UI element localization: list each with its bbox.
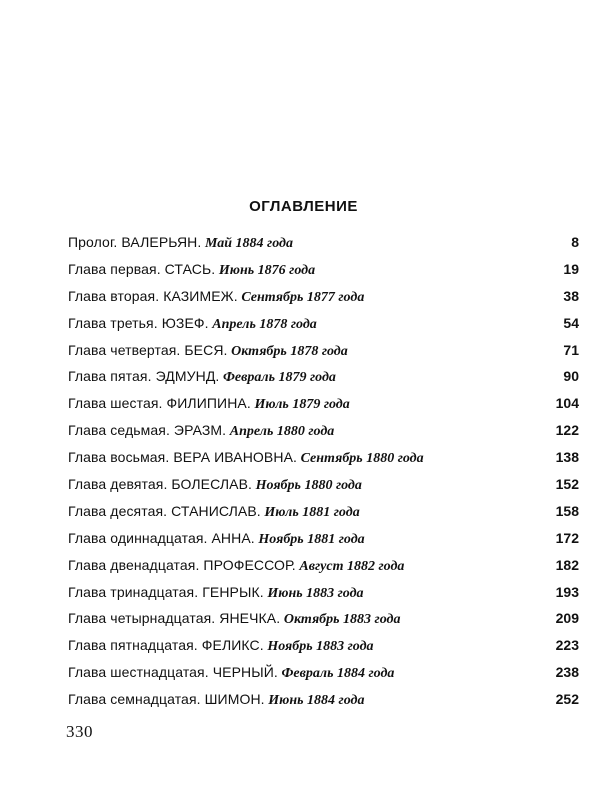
toc-date: Июль 1879 года [254, 397, 350, 413]
toc-date: Июнь 1883 года [267, 585, 364, 601]
toc-chapter: Глава пятая. ЭДМУНД. [68, 368, 220, 385]
toc-page: 54 [563, 314, 579, 331]
toc-chapter: Глава девятая. БОЛЕСЛАВ. [68, 476, 253, 493]
toc-chapter: Глава пятнадцатая. ФЕЛИКС. [68, 637, 264, 654]
toc-chapter: Глава десятая. СТАНИСЛАВ. [68, 502, 261, 519]
toc-chapter: Глава первая. СТАСЬ. [68, 260, 216, 277]
toc-chapter: Глава восьмая. ВЕРА ИВАНОВНА. [68, 449, 297, 466]
toc-page: 152 [555, 476, 579, 493]
toc-date: Июнь 1884 года [268, 693, 365, 709]
toc-row [68, 527, 579, 554]
toc-date: Май 1884 года [205, 236, 293, 251]
toc-row [68, 392, 579, 419]
toc-chapter: Глава семнадцатая. ШИМОН. [68, 691, 265, 708]
toc-date: Ноябрь 1880 года [255, 478, 362, 494]
toc-row [68, 285, 579, 312]
toc-page: 104 [555, 395, 579, 412]
toc-date: Февраль 1884 года [281, 666, 395, 682]
toc-row [68, 500, 579, 527]
toc-page: 122 [555, 422, 579, 439]
toc-page: 90 [563, 368, 579, 385]
toc-page: 238 [555, 664, 579, 681]
toc-date: Октябрь 1883 года [283, 612, 401, 628]
toc-page: 138 [555, 449, 579, 466]
toc-page: 19 [563, 260, 579, 277]
toc-chapter: Глава седьмая. ЭРАЗМ. [68, 422, 227, 439]
toc-chapter: Глава шестнадцатая. ЧЕРНЫЙ. [68, 664, 278, 681]
toc-date: Апрель 1878 года [212, 316, 317, 332]
toc-page: 182 [555, 556, 579, 573]
toc-chapter: Глава двенадцатая. ПРОФЕССОР. [68, 556, 296, 573]
toc-page: 8 [571, 234, 579, 250]
toc-chapter: Глава одиннадцатая. АННА. [68, 529, 255, 546]
toc-date: Ноябрь 1881 года [258, 531, 365, 547]
toc-date: Сентябрь 1880 года [300, 451, 424, 467]
toc-page: 193 [555, 583, 579, 600]
toc-row [68, 231, 579, 258]
toc-date: Ноябрь 1883 года [267, 639, 374, 655]
toc-row [68, 473, 579, 500]
toc-row [68, 634, 579, 661]
toc-chapter: Глава четырнадцатая. ЯНЕЧКА. [68, 610, 281, 627]
toc-page: 158 [555, 502, 579, 519]
toc-date: Июнь 1876 года [218, 262, 316, 278]
toc-date: Апрель 1880 года [229, 424, 335, 440]
toc-date: Август 1882 года [299, 558, 405, 574]
toc-chapter: Глава четвертая. БЕСЯ. [68, 341, 228, 358]
toc-page: 252 [555, 691, 579, 708]
toc-row [68, 554, 579, 581]
page-title: ОГЛАВЛЕНИЕ [249, 198, 358, 215]
toc-page: 209 [555, 610, 579, 627]
toc-chapter: Глава тринадцатая. ГЕНРЫК. [68, 583, 264, 600]
toc-chapter: Глава шестая. ФИЛИПИНА. [68, 395, 251, 412]
toc-row [68, 581, 579, 608]
toc-date: Сентябрь 1877 года [241, 289, 365, 305]
toc-date: Февраль 1879 года [223, 370, 336, 386]
toc-row [68, 258, 579, 285]
toc-page: 223 [555, 637, 579, 654]
toc-row [68, 419, 579, 446]
page-number: 330 [66, 722, 93, 741]
toc-chapter: Глава вторая. КАЗИМЕЖ. [68, 287, 238, 304]
toc-date: Июль 1881 года [264, 504, 360, 520]
toc-chapter: Глава третья. ЮЗЕФ. [68, 314, 209, 331]
toc-row [68, 446, 579, 473]
table-of-contents [68, 231, 579, 715]
toc-page: 172 [555, 529, 579, 546]
toc-page: 71 [563, 341, 579, 358]
toc-row [68, 312, 579, 339]
toc-row [68, 365, 579, 392]
toc-row [68, 607, 579, 634]
toc-row [68, 339, 579, 366]
toc-page: 38 [563, 287, 579, 304]
toc-row [68, 688, 579, 715]
toc-chapter: Пролог. ВАЛЕРЬЯН. [68, 234, 202, 250]
toc-row [68, 661, 579, 688]
toc-date: Октябрь 1878 года [231, 343, 348, 359]
